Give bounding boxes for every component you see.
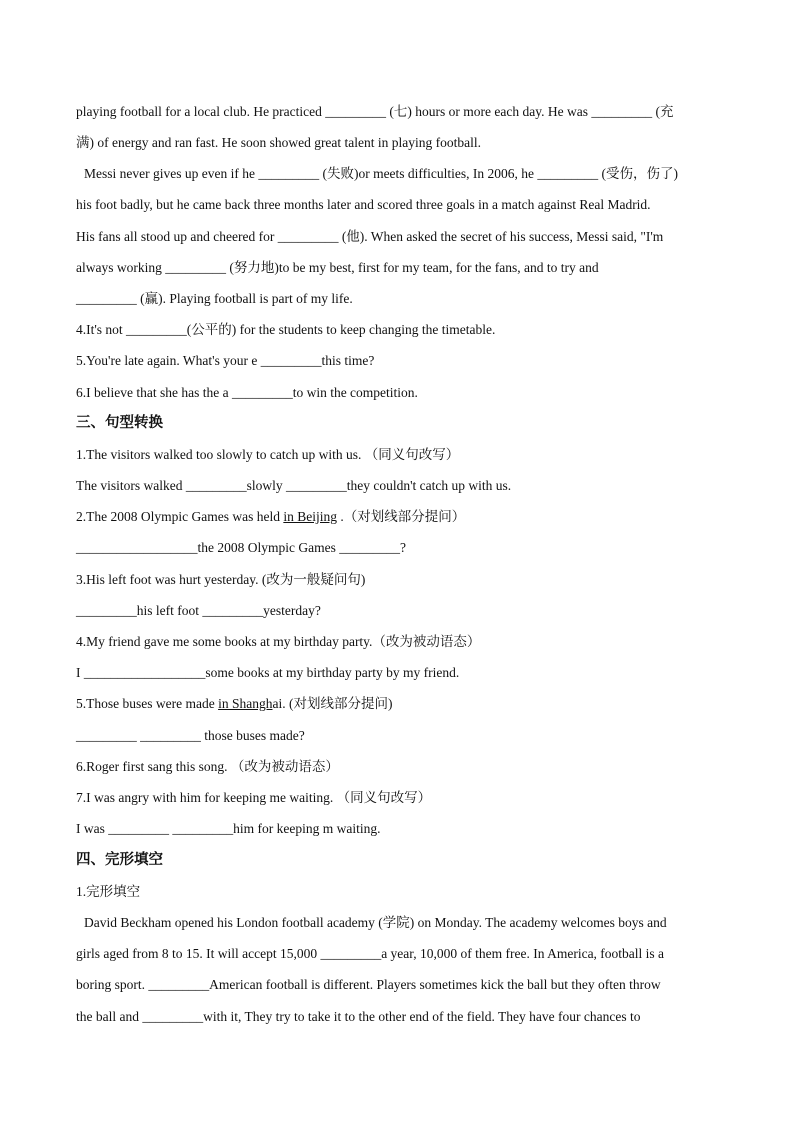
cloze-line-3: boring sport. _________American football is different. Players sometimes kick the ball but they often throw: [76, 977, 661, 992]
question-5: [76, 694, 726, 714]
passage-line-4: his foot badly, but he came back three months later and scored three goals in a match against Real Madrid.: [76, 197, 651, 212]
passage-line-2: 满) of energy and ran fast. He soon showed great talent in playing football.: [76, 135, 482, 150]
answer-7: I was _________ _________him for keeping m waiting.: [76, 821, 381, 836]
answer-2: __________________the 2008 Olympic Games _________?: [76, 540, 406, 555]
section-4-subheading: 1.完形填空: [76, 884, 141, 899]
item-5: 5.You're late again. What's your e _________this time?: [76, 353, 375, 368]
question-5-pre: 5.Those buses were made: [76, 696, 219, 711]
question-2-pre: 2.The 2008 Olympic Games was held: [76, 509, 284, 524]
section-3-heading: 三、句型转换: [76, 415, 163, 431]
answer-5: _________ _________ those buses made?: [76, 728, 305, 743]
cloze-line-2: girls aged from 8 to 15. It will accept 15,000 _________a year, 10,000 of them free. In America, football is a: [76, 946, 665, 961]
question-2-post: .（对划线部分提问）: [336, 509, 466, 524]
passage-line-7: _________ (赢). Playing football is part of my life.: [76, 291, 353, 306]
cloze-line-4: the ball and _________with it, They try to take it to the other end of the field. They have four chances to: [76, 1009, 641, 1024]
passage-line-3: Messi never gives up even if he _________ (失败)or meets difficulties, In 2006, he _________ (受伤，伤了): [84, 166, 679, 181]
passage-line-1: playing football for a local club. He practiced _________ (七) hours or more each day. He was _________ (充: [76, 104, 674, 119]
answer-3: _________his left foot _________yesterday?: [76, 603, 321, 618]
passage-line-6: always working _________ (努力地)to be my best, first for my team, for the fans, and to try and: [76, 260, 599, 275]
item-4: 4.It's not _________(公平的) for the students to keep changing the timetable.: [76, 322, 496, 337]
question-6: 6.Roger first sang this song. （改为被动语态）: [76, 759, 339, 774]
answer-4: I __________________some books at my birthday party by my friend.: [76, 665, 460, 680]
question-5-underlined: in Shangh: [218, 696, 273, 711]
answer-1: The visitors walked _________slowly _________they couldn't catch up with us.: [76, 478, 512, 493]
question-2-underlined: in Beijing: [283, 509, 337, 524]
question-5-post: ai. (对划线部分提问): [272, 696, 393, 711]
passage-line-5: His fans all stood up and cheered for _________ (他). When asked the secret of his success, Messi said, "I'm: [76, 229, 664, 244]
question-7: 7.I was angry with him for keeping me waiting. （同义句改写）: [76, 790, 432, 805]
item-6: 6.I believe that she has the a _________to win the competition.: [76, 385, 418, 400]
question-1: 1.The visitors walked too slowly to catch up with us. （同义句改写）: [76, 447, 460, 462]
question-4: 4.My friend gave me some books at my birthday party.（改为被动语态）: [76, 634, 481, 649]
section-4-heading: 四、完形填空: [76, 852, 163, 868]
question-3: 3.His left foot was hurt yesterday. (改为一般疑问句): [76, 572, 366, 587]
question-2: [76, 507, 726, 527]
cloze-line-1: David Beckham opened his London football academy (学院) on Monday. The academy welcomes boys and: [84, 915, 667, 930]
